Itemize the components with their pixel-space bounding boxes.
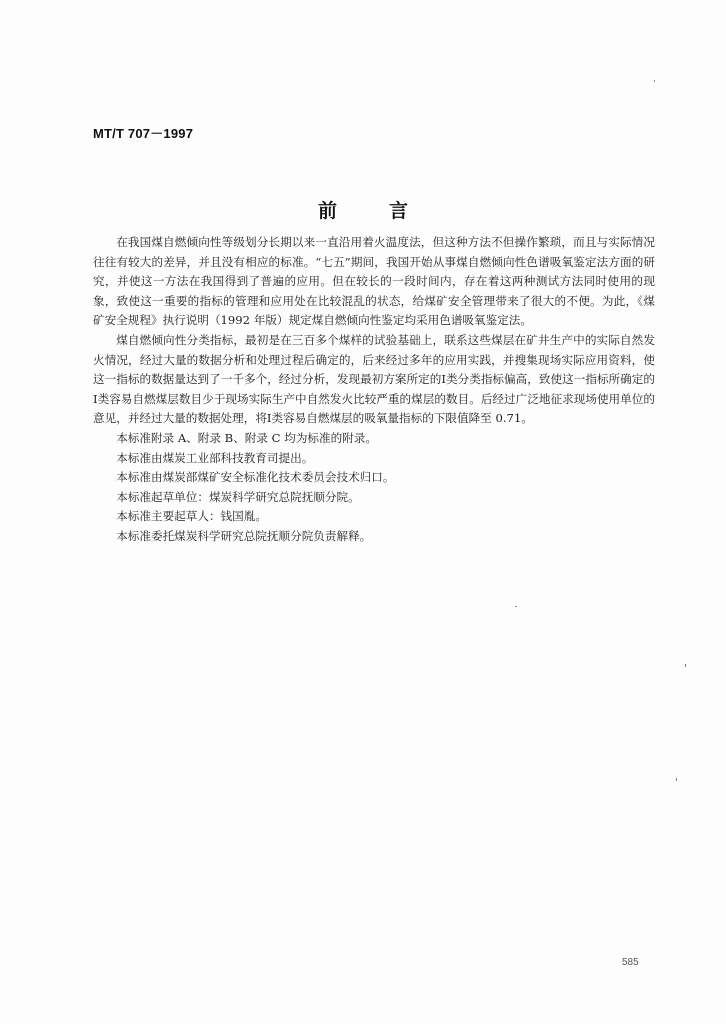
paragraph-2: 煤自燃倾向性分类指标，最初是在三百多个煤样的试验基础上，联系这些煤层在矿井生产中的实际自然发火情况，经过大量的数据分析和处理过程后确定的，后来经过多年的应用实践，并搜集现场实际应用资料，使这一指标的数据量达到了一千多个，经过分析，发现最初方案所定的Ⅰ类分类指标偏高，致使这一指标所确定的Ⅰ类容易自燃煤层数目少于现场实际生产中自然发火比较严重的煤层的数目。后经过广泛地征求现场使用单位的意见，并经过大量的数据处理，将Ⅰ类容易自燃煤层的吸氧量指标的下限值降至 0.71。 [93, 332, 655, 426]
note-drafting-unit: 本标准起草单位：煤炭科学研究总院抚顺分院。 [116, 489, 360, 504]
page-number: 585 [622, 957, 639, 968]
note-main-drafter: 本标准主要起草人：钱国胤。 [116, 509, 267, 524]
title-char-2: 言 [389, 200, 409, 222]
scan-speck [515, 606, 517, 607]
title-char-1: 前 [317, 200, 337, 222]
page-title [0, 196, 726, 223]
scan-speck [676, 778, 677, 781]
note-appendix: 本标准附录 A、附录 B、附录 C 均为标准的附录。 [116, 430, 377, 445]
note-technical-committee: 本标准由煤炭部煤矿安全标准化技术委员会技术归口。 [116, 470, 395, 485]
scan-speck [654, 80, 655, 82]
note-proposer: 本标准由煤炭工业部科技教育司提出。 [116, 450, 314, 465]
scan-speck [685, 664, 686, 667]
preface-body [93, 233, 655, 547]
note-interpretation: 本标准委托煤炭科学研究总院抚顺分院负责解释。 [116, 528, 372, 543]
standard-code: MT/T 707－1997 [93, 126, 194, 141]
paragraph-1: 在我国煤自燃倾向性等级划分长期以来一直沿用着火温度法，但这种方法不但操作繁琐，而且与实际情况往往有较大的差异，并且没有相应的标准。“七五”期间，我国开始从事煤自燃倾向性色谱吸氧鉴定法方面的研究，并使这一方法在我国得到了普遍的应用。但在较长的一段时间内，存在着这两种测试方法同时使用的现象，致使这一重要的指标的管理和应用处在比较混乱的状态，给煤矿安全管理带来了很大的不便。为此，《煤矿安全规程》执行说明（1992 年版）规定煤自燃倾向性鉴定均采用色谱吸氧鉴定法。 [93, 235, 655, 328]
